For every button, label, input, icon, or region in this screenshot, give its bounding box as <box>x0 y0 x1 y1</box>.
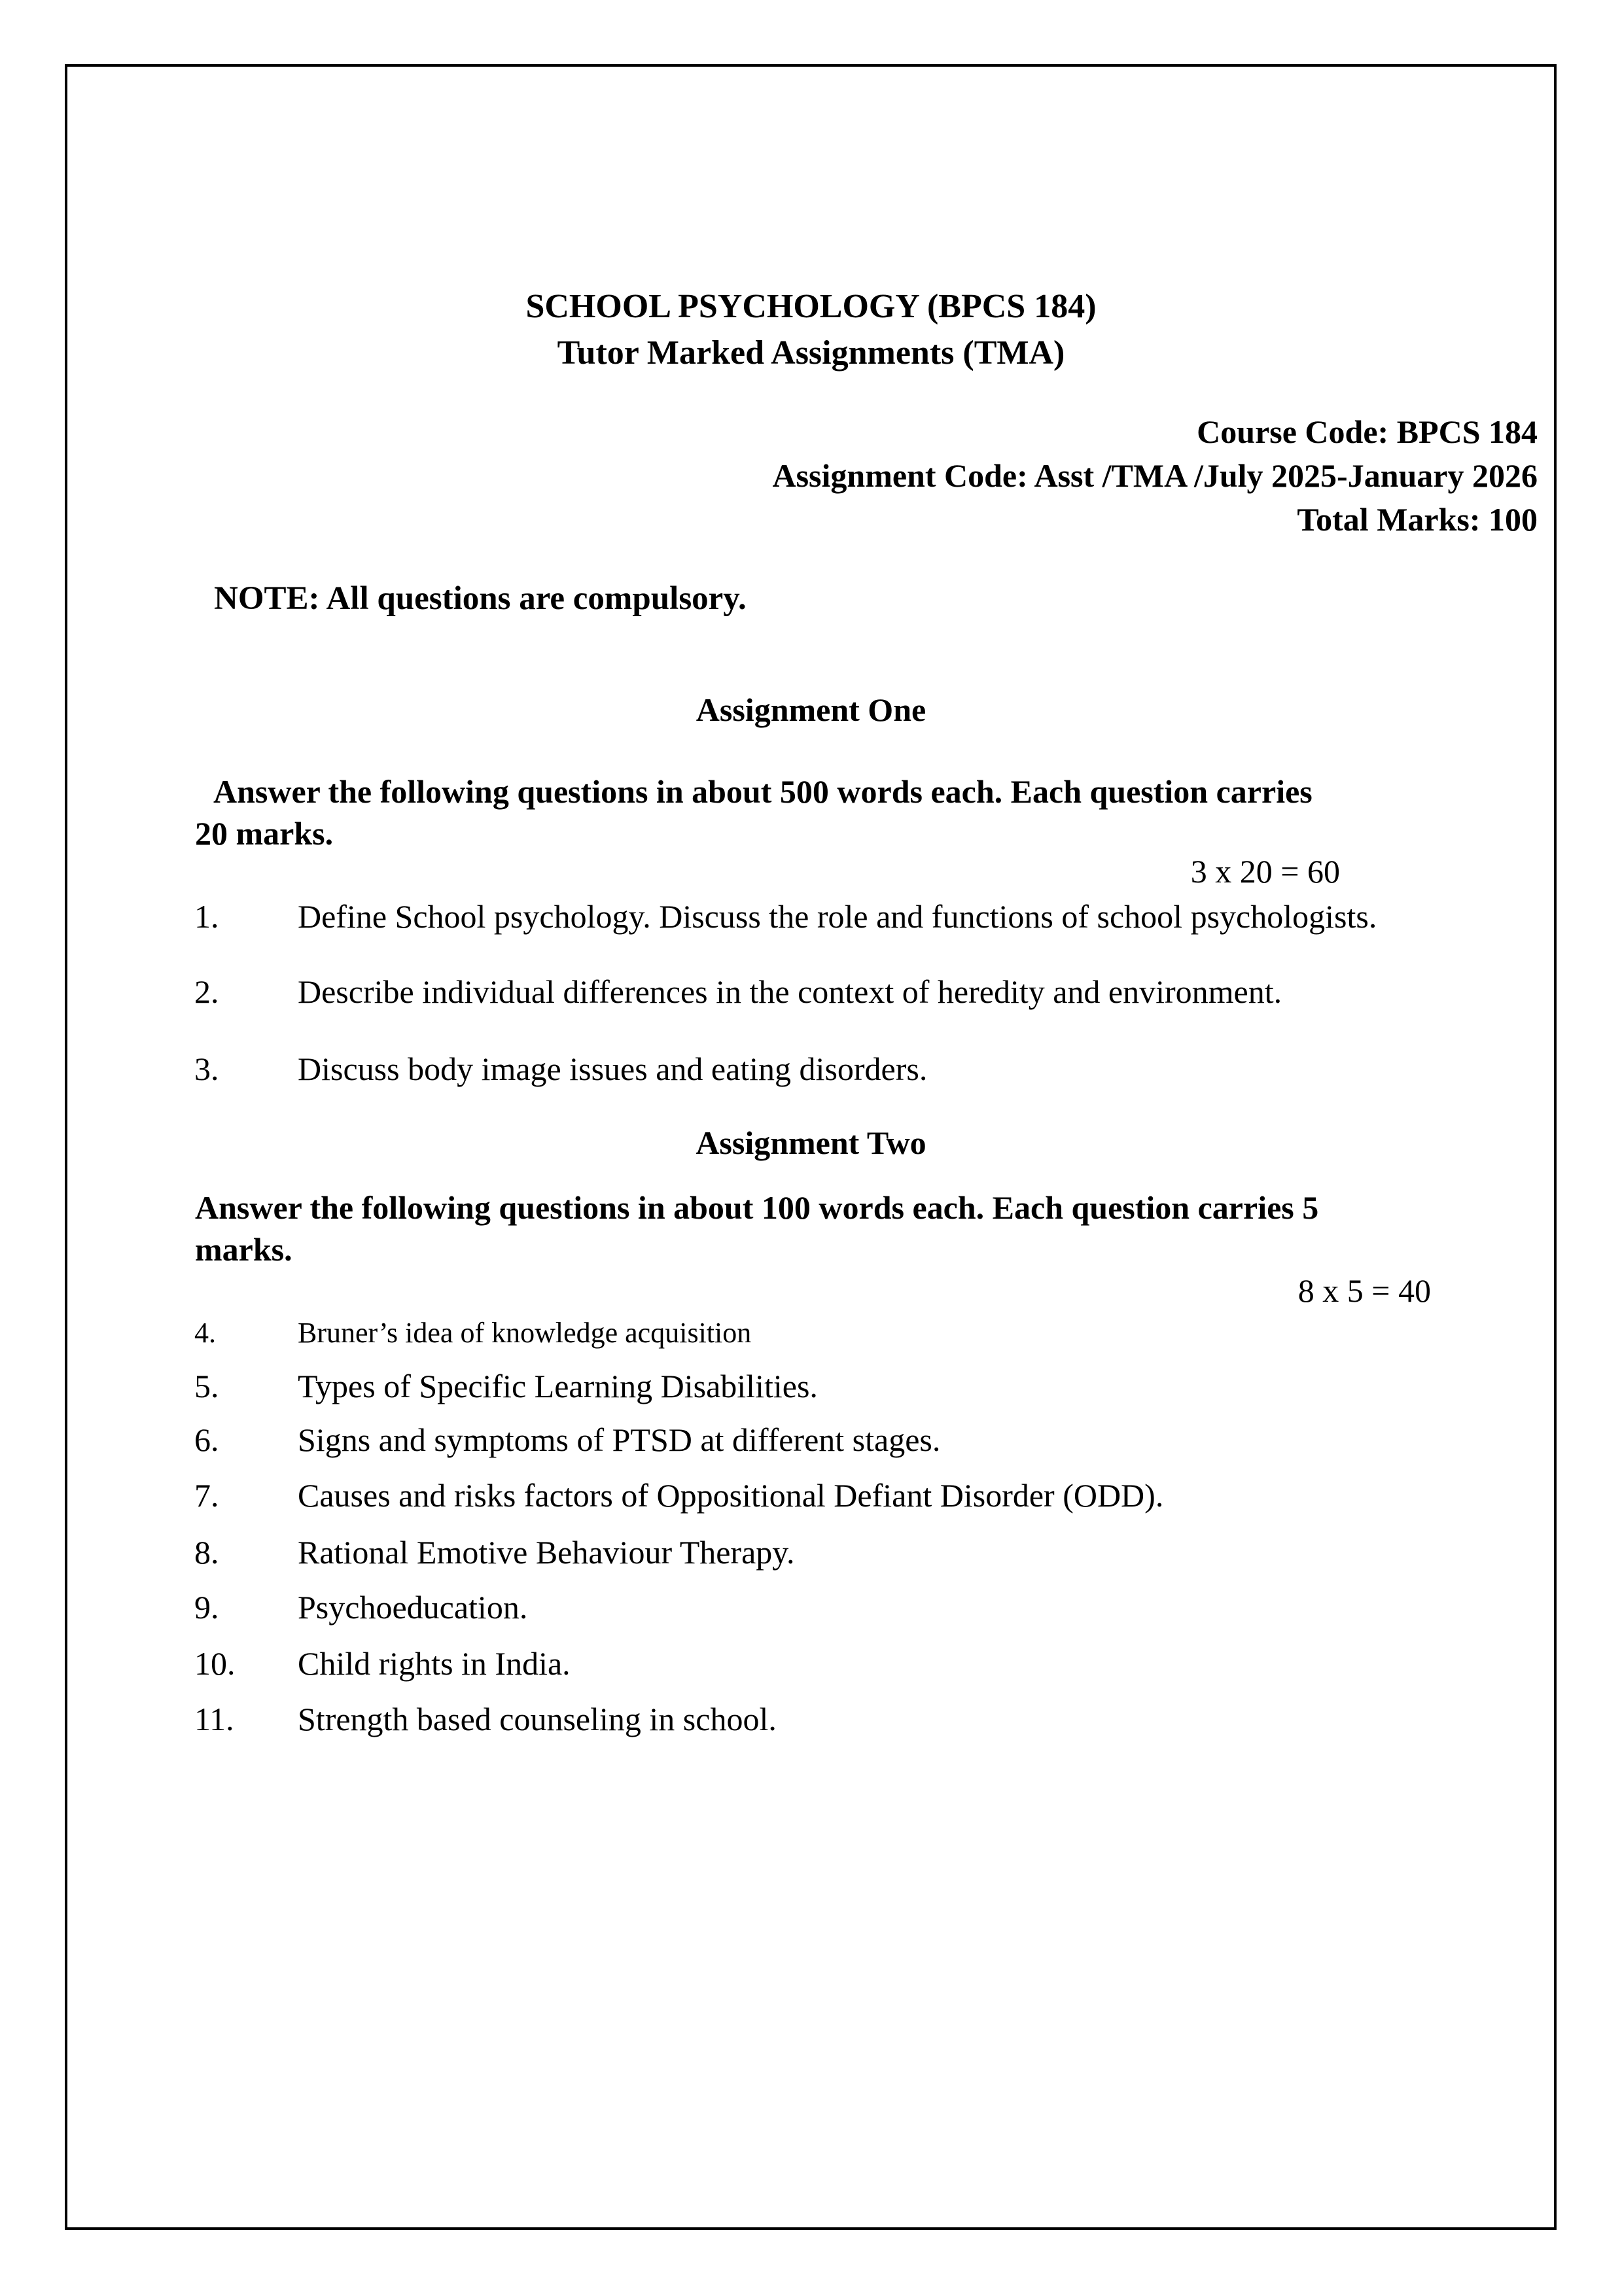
question-text: Rational Emotive Behaviour Therapy. <box>298 1534 795 1571</box>
course-meta-block <box>772 410 1538 542</box>
question-number: 8. <box>194 1534 219 1571</box>
question-text: Causes and risks factors of Oppositional Defiant Disorder (ODD). <box>298 1477 1164 1514</box>
question-number: 4. <box>194 1317 216 1349</box>
question-text: Strength based counseling in school. <box>298 1701 777 1737</box>
question-text: Child rights in India. <box>298 1645 571 1682</box>
instruction-line: Answer the following questions in about 100 words each. Each question carries 5 <box>195 1189 1319 1226</box>
question-text: Bruner’s idea of knowledge acquisition <box>298 1317 752 1349</box>
question-number: 3. <box>194 1051 219 1087</box>
question-text: Discuss body image issues and eating disorders. <box>298 1051 928 1087</box>
question-number: 10. <box>194 1645 236 1682</box>
question-number: 11. <box>194 1701 234 1737</box>
instruction-line: Answer the following questions in about 500 words each. Each question carries <box>213 773 1313 810</box>
assignment-two-marks-formula: 8 x 5 = 40 <box>1297 1272 1431 1309</box>
assignment-one-instruction <box>195 771 1438 854</box>
assignment-two-heading: Assignment Two <box>696 1124 926 1161</box>
question-number: 9. <box>194 1589 219 1626</box>
compulsory-note: NOTE: All questions are compulsory. <box>214 580 747 617</box>
question-text: Signs and symptoms of PTSD at different stages. <box>298 1421 941 1458</box>
assignment-one-heading: Assignment One <box>696 691 926 728</box>
document-subtitle: Tutor Marked Assignments (TMA) <box>557 334 1065 372</box>
instruction-line: marks. <box>195 1231 292 1268</box>
assignment-one-marks-formula: 3 x 20 = 60 <box>1190 853 1340 890</box>
question-number: 5. <box>194 1368 219 1404</box>
question-text: Define School psychology. Discuss the role and functions of school psychologists. <box>298 898 1377 935</box>
course-code-line: Course Code: BPCS 184 <box>1197 413 1538 450</box>
question-number: 6. <box>194 1421 219 1458</box>
question-text: Describe individual differences in the context of heredity and environment. <box>298 973 1282 1010</box>
total-marks-line: Total Marks: 100 <box>1297 501 1538 538</box>
instruction-line: 20 marks. <box>195 815 334 852</box>
question-number: 7. <box>194 1477 219 1514</box>
question-text: Psychoeducation. <box>298 1589 528 1626</box>
question-text: Types of Specific Learning Disabilities. <box>298 1368 818 1404</box>
assignment-two-instruction <box>195 1187 1438 1270</box>
question-number: 1. <box>194 898 219 935</box>
assignment-code-line: Assignment Code: Asst /TMA /July 2025-January 2026 <box>772 457 1538 494</box>
course-title: SCHOOL PSYCHOLOGY (BPCS 184) <box>525 288 1097 325</box>
document-header <box>0 283 1622 376</box>
question-number: 2. <box>194 973 219 1010</box>
